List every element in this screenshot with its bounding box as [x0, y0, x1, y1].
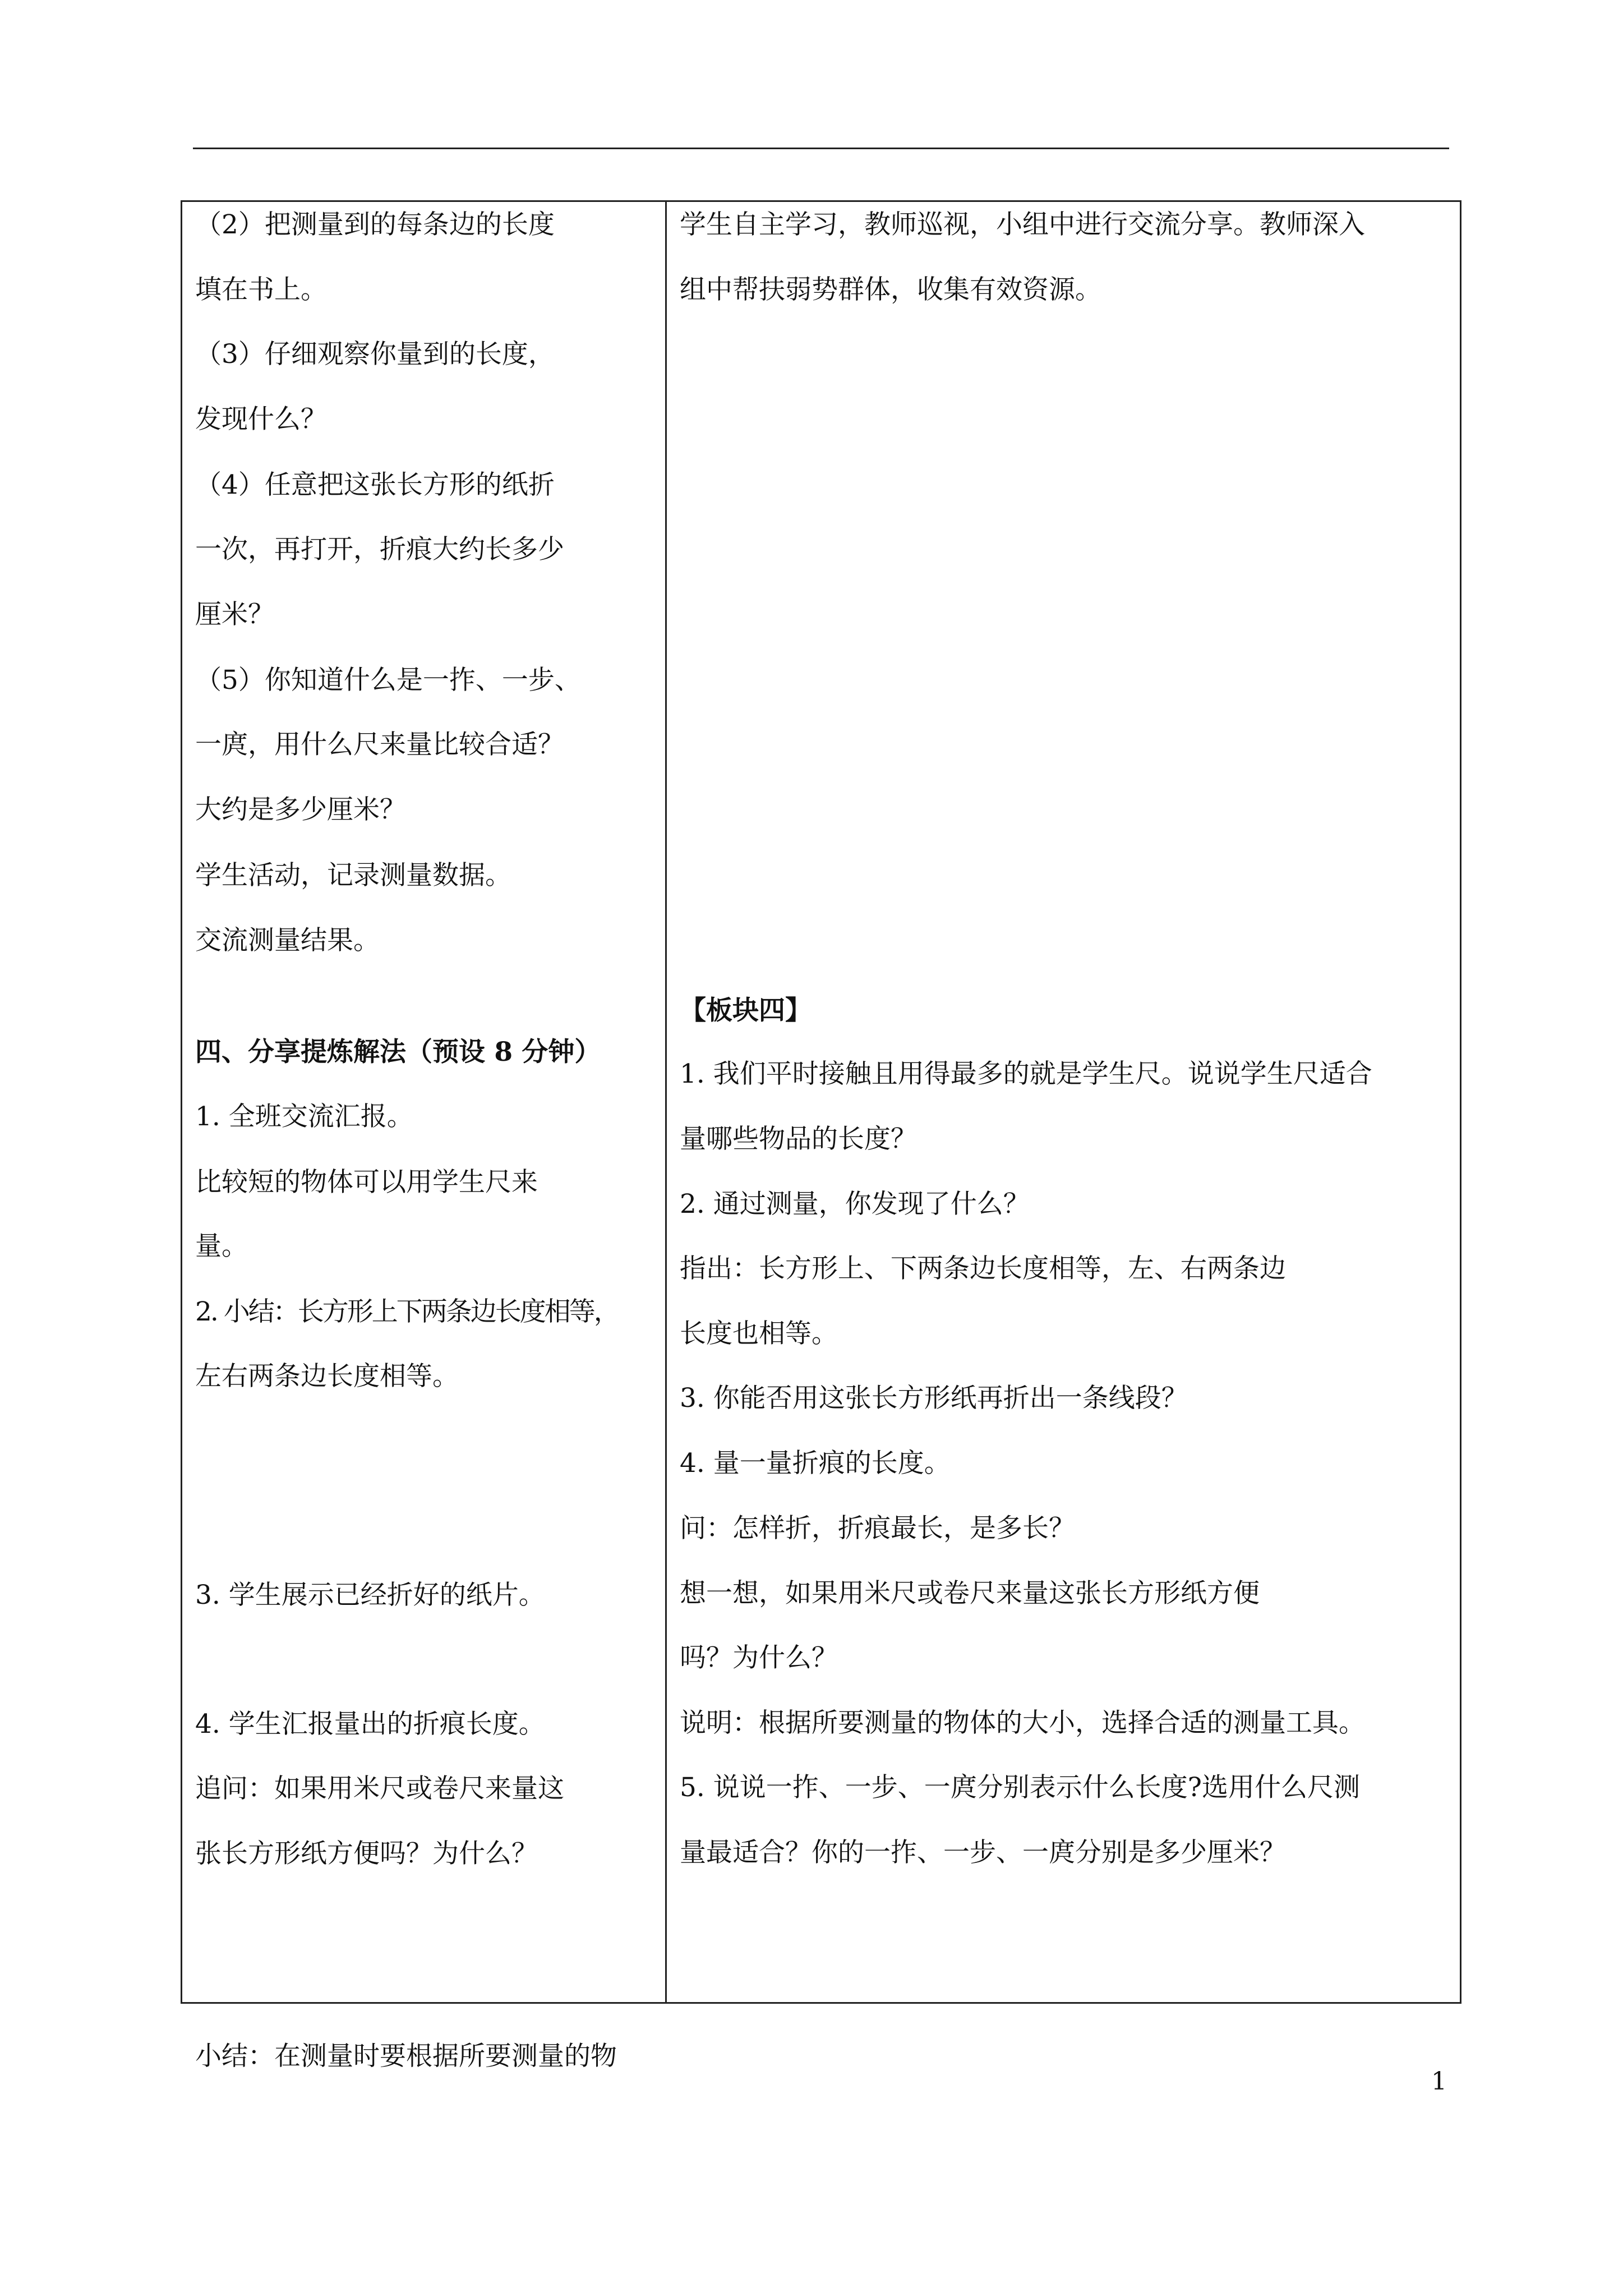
table-column-divider — [665, 200, 667, 2004]
right-line-6: 2. 通过测量，你发现了什么？ — [680, 1189, 1030, 1220]
page-number: 1 — [1431, 2067, 1447, 2096]
right-line-7: 指出：长方形上、下两条边长度相等，左、右两条边 — [680, 1253, 1286, 1284]
left-line-5: （4）任意把这张长方形的纸折 — [195, 470, 555, 500]
left-line-12: 交流测量结果。 — [195, 925, 380, 956]
right-line-15: 5. 说说一拃、一步、一庹分别表示什么长度?选用什么尺测 — [680, 1772, 1360, 1803]
header-rule — [193, 148, 1449, 149]
left-line-13: 四、分享提炼解法（预设 8 分钟） — [195, 1037, 601, 1068]
right-line-2: 组中帮扶弱势群体，收集有效资源。 — [680, 274, 1101, 305]
left-line-10: 大约是多少厘米？ — [195, 794, 406, 825]
left-line-23: 小结：在测量时要根据所要测量的物 — [195, 2041, 617, 2072]
right-line-16: 量最适合？你的一拃、一步、一庹分别是多少厘米？ — [680, 1837, 1286, 1868]
right-line-10: 4. 量一量折痕的长度。 — [680, 1448, 951, 1479]
right-line-8: 长度也相等。 — [680, 1318, 838, 1349]
right-line-13: 吗？为什么？ — [680, 1642, 838, 1673]
right-line-4: 1. 我们平时接触且用得最多的就是学生尺。说说学生尺适合 — [680, 1059, 1372, 1089]
left-line-6: 一次，再打开，折痕大约长多少 — [195, 534, 564, 565]
left-line-21: 追问：如果用米尺或卷尺来量这 — [195, 1773, 564, 1804]
left-line-1: （2）把测量到的每条边的长度 — [195, 209, 555, 240]
right-line-12: 想一想，如果用米尺或卷尺来量这张长方形纸方便 — [680, 1578, 1260, 1609]
left-line-2: 填在书上。 — [195, 274, 327, 305]
left-line-19: 3. 学生展示已经折好的纸片。 — [195, 1580, 545, 1611]
right-line-14: 说明：根据所要测量的物体的大小，选择合适的测量工具。 — [680, 1708, 1365, 1738]
left-line-9: 一庹，用什么尺来量比较合适？ — [195, 729, 564, 760]
right-line-11: 问：怎样折，折痕最长，是多长？ — [680, 1513, 1075, 1544]
left-line-15: 比较短的物体可以用学生尺来 — [195, 1167, 538, 1198]
left-line-16: 量。 — [195, 1231, 248, 1262]
left-line-18: 左右两条边长度相等。 — [195, 1361, 459, 1392]
left-line-7: 厘米？ — [195, 599, 274, 630]
left-line-14: 1. 全班交流汇报。 — [195, 1101, 413, 1132]
left-line-22: 张长方形纸方便吗？为什么？ — [195, 1838, 538, 1869]
right-line-5: 量哪些物品的长度？ — [680, 1124, 917, 1154]
right-line-1: 学生自主学习，教师巡视，小组中进行交流分享。教师深入 — [680, 209, 1365, 240]
right-line-9: 3. 你能否用这张长方形纸再折出一条线段？ — [680, 1383, 1188, 1414]
left-line-11: 学生活动，记录测量数据。 — [195, 860, 511, 891]
left-line-17: 2. 小结：长方形上下两条边长度相等， — [195, 1296, 619, 1327]
right-line-3: 【板块四】 — [680, 995, 811, 1026]
left-line-4: 发现什么？ — [195, 404, 327, 435]
left-line-3: （3）仔细观察你量到的长度， — [195, 339, 555, 370]
left-line-20: 4. 学生汇报量出的折痕长度。 — [195, 1709, 545, 1740]
left-line-8: （5）你知道什么是一拃、一步、 — [195, 665, 581, 696]
